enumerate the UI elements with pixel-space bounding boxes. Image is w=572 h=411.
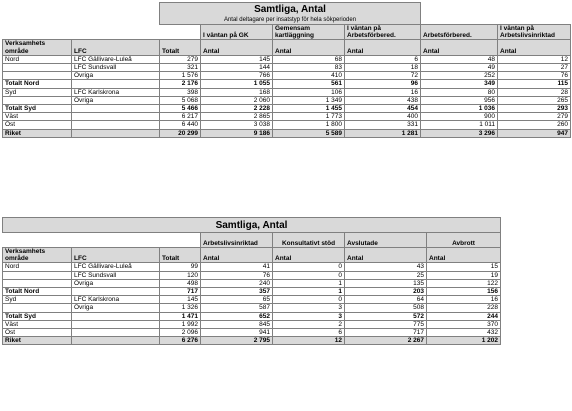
- group-header-row: [3, 25, 571, 40]
- cell-value: 454: [345, 105, 421, 113]
- table-row: [3, 96, 571, 104]
- cell-lfc: [72, 129, 160, 137]
- cell-total: 1 471: [160, 312, 201, 320]
- table-row: [3, 304, 501, 312]
- cell-value: 956: [421, 96, 498, 104]
- cell-value: 72: [345, 72, 421, 80]
- cell-lfc: [72, 105, 160, 113]
- cell-value: 587: [201, 304, 273, 312]
- col-header-sub: Antal: [421, 40, 498, 55]
- cell-value: 16: [427, 296, 501, 304]
- col-header-sub: Antal: [201, 40, 273, 55]
- cell-total: 5 068: [160, 96, 201, 104]
- group-header: Arbetslivsinriktad: [201, 233, 273, 248]
- cell-value: 115: [498, 80, 571, 88]
- cell-area: Väst: [3, 320, 72, 328]
- cell-value: 19: [427, 271, 501, 279]
- cell-value: 561: [273, 80, 345, 88]
- col-header-area: Verksamhets område: [3, 248, 72, 263]
- cell-lfc: [72, 113, 160, 121]
- cell-value: 766: [201, 72, 273, 80]
- cell-lfc: [72, 312, 160, 320]
- cell-lfc: LFC Sundsvall: [72, 64, 160, 72]
- cell-value: 508: [345, 304, 427, 312]
- cell-area: Nord: [3, 55, 72, 63]
- cell-value: 947: [498, 129, 571, 137]
- cell-area: [3, 72, 72, 80]
- table-row: [3, 329, 501, 337]
- group-header: Arbetsförbered.: [421, 25, 498, 40]
- cell-area: [3, 279, 72, 287]
- cell-value: 349: [421, 80, 498, 88]
- table-row: [3, 271, 501, 279]
- cell-value: 0: [273, 271, 345, 279]
- col-header-lfc: LFC: [72, 40, 160, 55]
- cell-area: Totalt Nord: [3, 80, 72, 88]
- cell-total: 279: [160, 55, 201, 63]
- cell-value: 68: [273, 55, 345, 63]
- cell-value: 400: [345, 113, 421, 121]
- cell-total: 2 096: [160, 329, 201, 337]
- cell-lfc: [72, 337, 160, 345]
- cell-total: 99: [160, 263, 201, 271]
- cell-lfc: [72, 121, 160, 129]
- cell-value: 27: [498, 64, 571, 72]
- cell-value: 652: [201, 312, 273, 320]
- cell-total: 321: [160, 64, 201, 72]
- cell-value: 1 055: [201, 80, 273, 88]
- cell-total: 2 176: [160, 80, 201, 88]
- cell-value: 1 349: [273, 96, 345, 104]
- cell-value: 83: [273, 64, 345, 72]
- cell-value: 1: [273, 279, 345, 287]
- cell-value: 12: [273, 337, 345, 345]
- cell-value: 41: [201, 263, 273, 271]
- cell-value: 0: [273, 296, 345, 304]
- cell-value: 1 455: [273, 105, 345, 113]
- cell-value: 6: [345, 55, 421, 63]
- cell-value: 28: [498, 88, 571, 96]
- cell-area: Riket: [3, 337, 72, 345]
- cell-area: [3, 304, 72, 312]
- cell-value: 1 281: [345, 129, 421, 137]
- cell-area: Syd: [3, 296, 72, 304]
- cell-value: 252: [421, 72, 498, 80]
- cell-value: 293: [498, 105, 571, 113]
- cell-value: 331: [345, 121, 421, 129]
- table-row: [3, 279, 501, 287]
- cell-value: 941: [201, 329, 273, 337]
- cell-value: 260: [498, 121, 571, 129]
- col-header-lfc: LFC: [72, 248, 160, 263]
- cell-area: Riket: [3, 129, 72, 137]
- cell-lfc: LFC Karlskrona: [72, 296, 160, 304]
- col-header-sub: Antal: [345, 40, 421, 55]
- group-header: I väntan på GK: [201, 25, 273, 40]
- table-title-row: [3, 218, 501, 233]
- group-header: I väntan på Arbetsförbered.: [345, 25, 421, 40]
- col-header-sub: Antal: [427, 248, 501, 263]
- cell-area: Öst: [3, 329, 72, 337]
- cell-area: Syd: [3, 88, 72, 96]
- cell-value: 144: [201, 64, 273, 72]
- cell-value: 2 795: [201, 337, 273, 345]
- col-header-total: Totalt: [160, 40, 201, 55]
- table-row: [3, 263, 501, 271]
- cell-total: 6 440: [160, 121, 201, 129]
- subtotal-row: [3, 312, 501, 320]
- cell-value: 43: [345, 263, 427, 271]
- subtotal-row: [3, 105, 571, 113]
- cell-lfc: [72, 329, 160, 337]
- cell-total: 145: [160, 296, 201, 304]
- col-header-total: Totalt: [160, 248, 201, 263]
- cell-value: 410: [273, 72, 345, 80]
- cell-lfc: [72, 288, 160, 296]
- cell-total: 1 992: [160, 320, 201, 328]
- group-header: Konsultativt stöd: [273, 233, 345, 248]
- cell-total: 6 217: [160, 113, 201, 121]
- cell-value: 2 267: [345, 337, 427, 345]
- cell-total: 498: [160, 279, 201, 287]
- col-header-sub: Antal: [273, 248, 345, 263]
- table-title: [160, 3, 421, 25]
- cell-lfc: Övriga: [72, 304, 160, 312]
- cell-value: 2 865: [201, 113, 273, 121]
- cell-value: 357: [201, 288, 273, 296]
- cell-value: 432: [427, 329, 501, 337]
- cell-value: 1 773: [273, 113, 345, 121]
- table-row: [3, 121, 571, 129]
- cell-total: 120: [160, 271, 201, 279]
- cell-value: 265: [498, 96, 571, 104]
- cell-lfc: LFC Sundsvall: [72, 271, 160, 279]
- group-header: Avslutade: [345, 233, 427, 248]
- cell-value: 845: [201, 320, 273, 328]
- cell-lfc: Övriga: [72, 279, 160, 287]
- cell-value: 1 011: [421, 121, 498, 129]
- cell-value: 1 202: [427, 337, 501, 345]
- table-row: [3, 72, 571, 80]
- cell-value: 80: [421, 88, 498, 96]
- cell-lfc: LFC Gällivare-Luleå: [72, 55, 160, 63]
- cell-value: 16: [345, 88, 421, 96]
- cell-lfc: LFC Karlskrona: [72, 88, 160, 96]
- cell-value: 145: [201, 55, 273, 63]
- cell-value: 156: [427, 288, 501, 296]
- cell-total: 20 299: [160, 129, 201, 137]
- cell-lfc: LFC Gällivare-Luleå: [72, 263, 160, 271]
- cell-value: 3 296: [421, 129, 498, 137]
- cell-value: 2 228: [201, 105, 273, 113]
- group-header-row: [3, 233, 501, 248]
- cell-value: 0: [273, 263, 345, 271]
- cell-value: 900: [421, 113, 498, 121]
- table-row: [3, 64, 571, 72]
- cell-value: 203: [345, 288, 427, 296]
- cell-value: 48: [421, 55, 498, 63]
- cell-value: 1: [273, 288, 345, 296]
- cell-value: 18: [345, 64, 421, 72]
- cell-area: [3, 96, 72, 104]
- cell-area: Totalt Syd: [3, 105, 72, 113]
- cell-lfc: [72, 80, 160, 88]
- table-subtitle: Antal deltagare per insatstyp för hela sökperioden: [223, 17, 357, 23]
- cell-value: 106: [273, 88, 345, 96]
- col-header-sub: Antal: [201, 248, 273, 263]
- cell-value: 15: [427, 263, 501, 271]
- cell-value: 3: [273, 304, 345, 312]
- cell-value: 572: [345, 312, 427, 320]
- cell-value: 228: [427, 304, 501, 312]
- cell-total: 6 276: [160, 337, 201, 345]
- table-row: [3, 55, 571, 63]
- cell-lfc: Övriga: [72, 72, 160, 80]
- cell-value: 1 800: [273, 121, 345, 129]
- cell-value: 240: [201, 279, 273, 287]
- cell-lfc: Övriga: [72, 96, 160, 104]
- cell-area: Väst: [3, 113, 72, 121]
- cell-area: [3, 64, 72, 72]
- col-header-area: Verksamhets område: [3, 40, 72, 55]
- cell-value: 279: [498, 113, 571, 121]
- cell-value: 438: [345, 96, 421, 104]
- cell-value: 3: [273, 312, 345, 320]
- col-header-sub: Antal: [273, 40, 345, 55]
- cell-value: 65: [201, 296, 273, 304]
- cell-total: 5 466: [160, 105, 201, 113]
- col-header-sub: Antal: [498, 40, 571, 55]
- table-participants-1: [2, 2, 571, 138]
- cell-value: 135: [345, 279, 427, 287]
- cell-total: 717: [160, 288, 201, 296]
- cell-total: 1 326: [160, 304, 201, 312]
- cell-value: 775: [345, 320, 427, 328]
- cell-value: 96: [345, 80, 421, 88]
- col-header-sub: Antal: [345, 248, 427, 263]
- cell-value: 2 060: [201, 96, 273, 104]
- grand-total-row: [3, 337, 501, 345]
- grand-total-row: [3, 129, 571, 137]
- group-header: I väntan på Arbetslivsinriktad: [498, 25, 571, 40]
- cell-value: 122: [427, 279, 501, 287]
- table-title-row: [3, 3, 571, 25]
- cell-value: 12: [498, 55, 571, 63]
- cell-value: 76: [498, 72, 571, 80]
- cell-value: 717: [345, 329, 427, 337]
- table-row: [3, 113, 571, 121]
- cell-value: 76: [201, 271, 273, 279]
- table-row: [3, 320, 501, 328]
- column-header-row: [3, 248, 501, 263]
- column-header-row: [3, 40, 571, 55]
- cell-lfc: [72, 320, 160, 328]
- table-row: [3, 88, 571, 96]
- cell-value: 244: [427, 312, 501, 320]
- cell-total: 398: [160, 88, 201, 96]
- cell-value: 3 038: [201, 121, 273, 129]
- cell-area: Totalt Nord: [3, 288, 72, 296]
- cell-value: 5 589: [273, 129, 345, 137]
- group-header: Gemensam kartläggning: [273, 25, 345, 40]
- cell-area: [3, 271, 72, 279]
- table-row: [3, 296, 501, 304]
- cell-total: 1 576: [160, 72, 201, 80]
- cell-area: Nord: [3, 263, 72, 271]
- subtotal-row: [3, 288, 501, 296]
- table-title-text: Samtliga, Antal: [254, 4, 326, 15]
- cell-area: Totalt Syd: [3, 312, 72, 320]
- group-header: Avbrott: [427, 233, 501, 248]
- cell-value: 370: [427, 320, 501, 328]
- cell-value: 25: [345, 271, 427, 279]
- cell-value: 6: [273, 329, 345, 337]
- table-title-text: Samtliga, Antal: [215, 219, 288, 231]
- table-participants-2: [2, 217, 501, 345]
- table-title: [3, 218, 501, 233]
- cell-area: Öst: [3, 121, 72, 129]
- cell-value: 1 036: [421, 105, 498, 113]
- cell-value: 2: [273, 320, 345, 328]
- cell-value: 168: [201, 88, 273, 96]
- cell-value: 64: [345, 296, 427, 304]
- cell-value: 49: [421, 64, 498, 72]
- subtotal-row: [3, 80, 571, 88]
- cell-value: 9 186: [201, 129, 273, 137]
